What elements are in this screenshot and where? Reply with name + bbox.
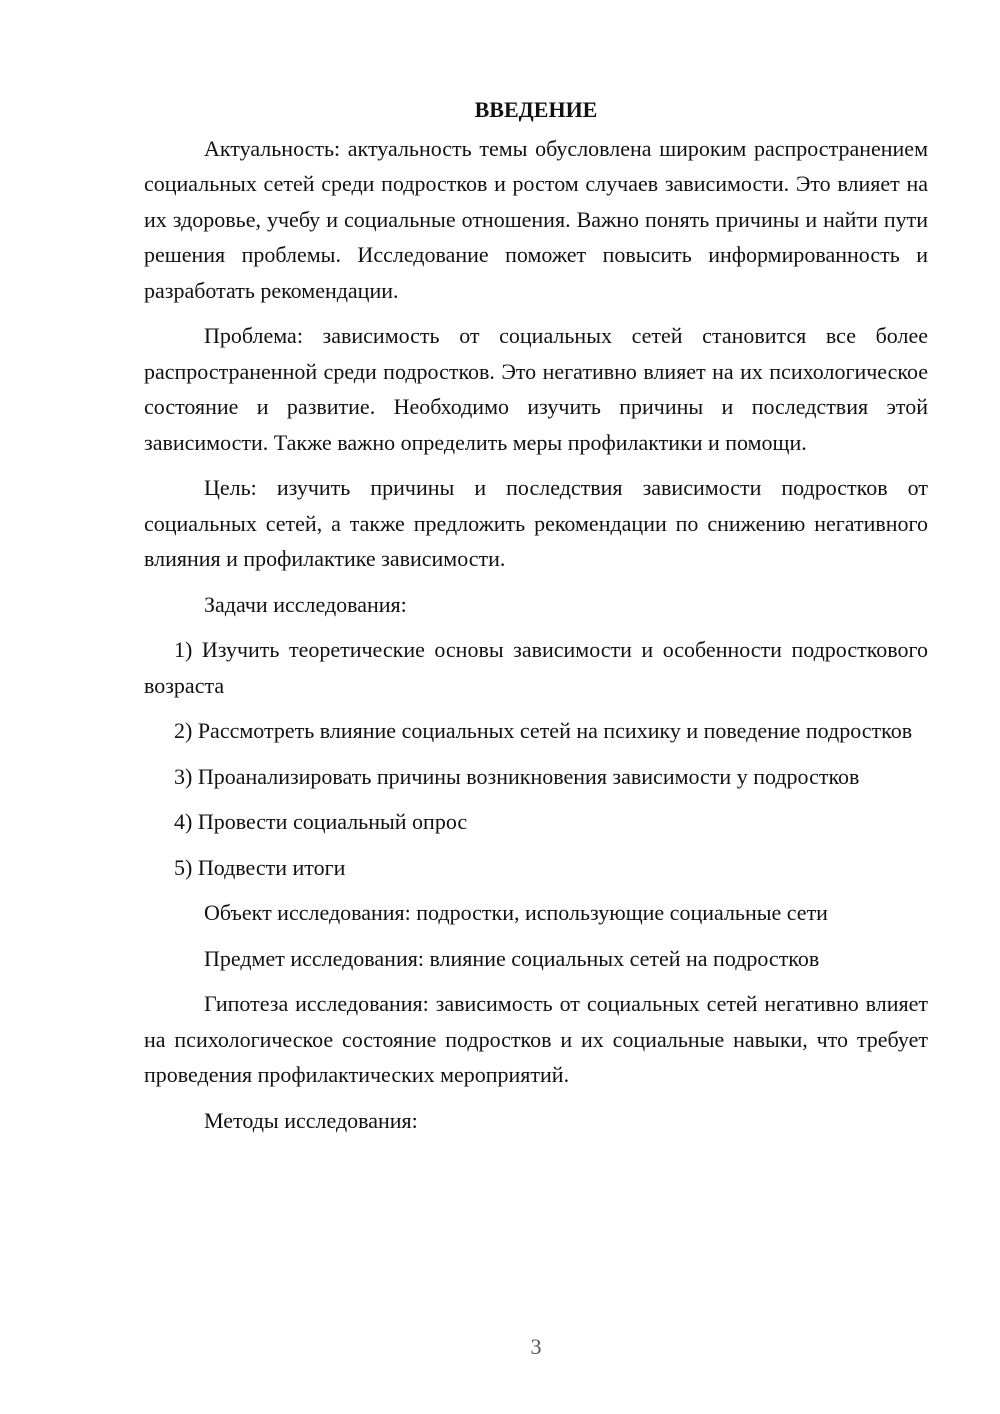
paragraph-subject: Предмет исследования: влияние социальных сетей на подростков: [204, 945, 820, 971]
document-page: [144, 92, 928, 1148]
task-item-4: 4) Провести социальный опрос: [174, 809, 468, 834]
page-title: ВВЕДЕНИЕ: [474, 97, 598, 122]
paragraph-object: Объект исследования: подростки, использующие социальные сети: [204, 900, 828, 925]
paragraph-hypothesis: Гипотеза исследования: зависимость от социальных сетей негативно влияет на психологическое состояние подростков и их социальные навыки, что требует проведения профилактических мероприятий.: [144, 991, 928, 1087]
task-item-1: 1) Изучить теоретические основы зависимости и особенности подросткового возраста: [144, 637, 928, 698]
page-number: 3: [530, 1334, 542, 1359]
paragraph-relevance: Актуальность: актуальность темы обусловлена широким распространением социальных сетей среди подростков и ростом случаев зависимости. Это влияет на их здоровье, учебу и социальные отношения. Важно понять причины и найти пути решения проблемы. Исследование поможет повысить информированность и разработать рекомендации.: [144, 135, 928, 303]
task-item-3: 3) Проанализировать причины возникновения зависимости у подростков: [174, 763, 860, 789]
tasks-heading: Задачи исследования:: [204, 591, 407, 617]
task-item-2: 2) Рассмотреть влияние социальных сетей на психику и поведение подростков: [174, 718, 913, 743]
methods-heading: Методы исследования:: [204, 1107, 418, 1133]
task-item-5: 5) Подвести итоги: [174, 854, 346, 880]
paragraph-goal: Цель: изучить причины и последствия зависимости подростков от социальных сетей, а также предложить рекомендации по снижению негативного влияния и профилактике зависимости.: [144, 475, 928, 571]
paragraph-problem: Проблема: зависимость от социальных сетей становится все более распространенной среди подростков. Это негативно влияет на их психологическое состояние и развитие. Необходимо изучить причины и последствия этой зависимости. Также важно определить меры профилактики и помощи.: [144, 323, 928, 455]
